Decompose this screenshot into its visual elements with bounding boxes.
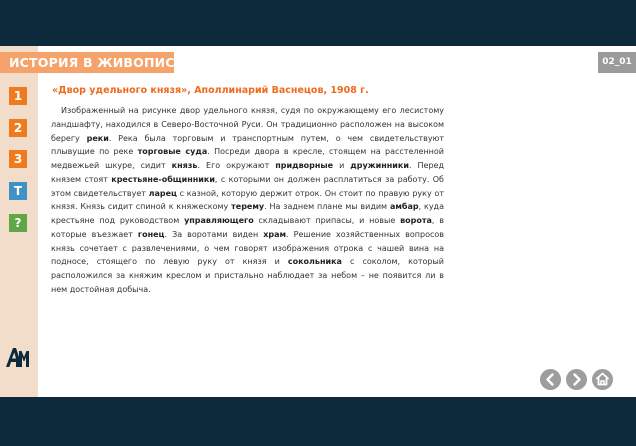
am-logo-icon bbox=[5, 345, 29, 369]
text-segment: . За воротами виден bbox=[164, 229, 264, 239]
painting-subtitle: «Двор удельного князя», Аполлинарий Васнецов, 1908 г. bbox=[52, 85, 369, 96]
text-segment: . Река была торговым и транспортным путем, о чем свидетельствуют плывущие по реке bbox=[51, 133, 444, 157]
keyword: торговые суда bbox=[137, 147, 208, 157]
keyword: терему bbox=[231, 202, 265, 212]
keyword: гонец bbox=[137, 229, 165, 239]
nav-button-1[interactable]: 1 bbox=[9, 87, 27, 105]
keyword: крестьяне-общинники bbox=[111, 174, 215, 184]
home-button[interactable] bbox=[592, 369, 613, 390]
text-segment: складывают припасы, и новые bbox=[253, 216, 401, 225]
page-code-badge: 02_01 bbox=[598, 52, 636, 73]
keyword: князь bbox=[171, 161, 198, 170]
nav-button-test[interactable]: Т bbox=[9, 182, 27, 200]
nav-button-question[interactable]: ? bbox=[9, 214, 27, 232]
text-segment: . Его окружают bbox=[197, 161, 276, 170]
text-segment: , куда крестьяне под руководством bbox=[51, 202, 444, 225]
nav-button-3[interactable]: 3 bbox=[9, 150, 27, 168]
chevron-left-icon bbox=[540, 369, 561, 390]
prev-button[interactable] bbox=[540, 369, 561, 390]
keyword: храм bbox=[263, 229, 287, 239]
keyword: реки bbox=[86, 133, 109, 143]
text-segment: с соколом, который расположился за княжим креслом и пристально наблюдает за небом – не появится ли в нем достойная добыча. bbox=[51, 257, 444, 294]
text-segment: и bbox=[333, 161, 351, 170]
keyword: управляющего bbox=[184, 216, 254, 225]
keyword: ворота bbox=[400, 216, 432, 225]
bottom-frame bbox=[0, 397, 636, 446]
keyword: придворные bbox=[275, 161, 334, 170]
keyword: сокольника bbox=[287, 257, 342, 267]
top-frame bbox=[0, 0, 636, 46]
keyword: амбар bbox=[389, 202, 419, 212]
text-segment: , в которые въезжает bbox=[51, 216, 444, 239]
text-segment: . На заднем плане мы видим bbox=[264, 202, 390, 212]
keyword: ларец bbox=[148, 188, 177, 198]
text-segment: Изображенный на рисунке двор удельного князя, судя по окружающему его лесистому ландшафту, находился в Северо-Восточной Руси. Он традиционно расположен на высоком берегу bbox=[51, 106, 444, 143]
text-segment: с казной, которую держит отрок. Он стоит по правую руку от князя. Князь сидит спиной к княжескому bbox=[51, 188, 444, 212]
next-button[interactable] bbox=[566, 369, 587, 390]
keyword: дружинники bbox=[350, 161, 409, 170]
article-paragraph bbox=[51, 104, 444, 297]
article-text bbox=[51, 104, 444, 297]
text-segment: . Перед князем стоят bbox=[51, 161, 444, 184]
chevron-right-icon bbox=[566, 369, 587, 390]
page-title: ИСТОРИЯ В ЖИВОПИСИ bbox=[9, 55, 186, 70]
text-segment: . Посреди двора в кресле, стоящем на расстеленной медвежьей шкуре, сидит bbox=[51, 147, 445, 170]
text-segment: . Решение хозяйственных вопросов князь сочетает с развлечениями, о чем говорят изображения отрока с чашей вина на подносе, стоящего по левую руку от князя и bbox=[51, 229, 444, 267]
home-icon bbox=[592, 369, 613, 390]
text-segment: , с которыми он должен расплатиться за работу. Об этом свидетельствует bbox=[51, 174, 444, 198]
nav-button-2[interactable]: 2 bbox=[9, 119, 27, 137]
